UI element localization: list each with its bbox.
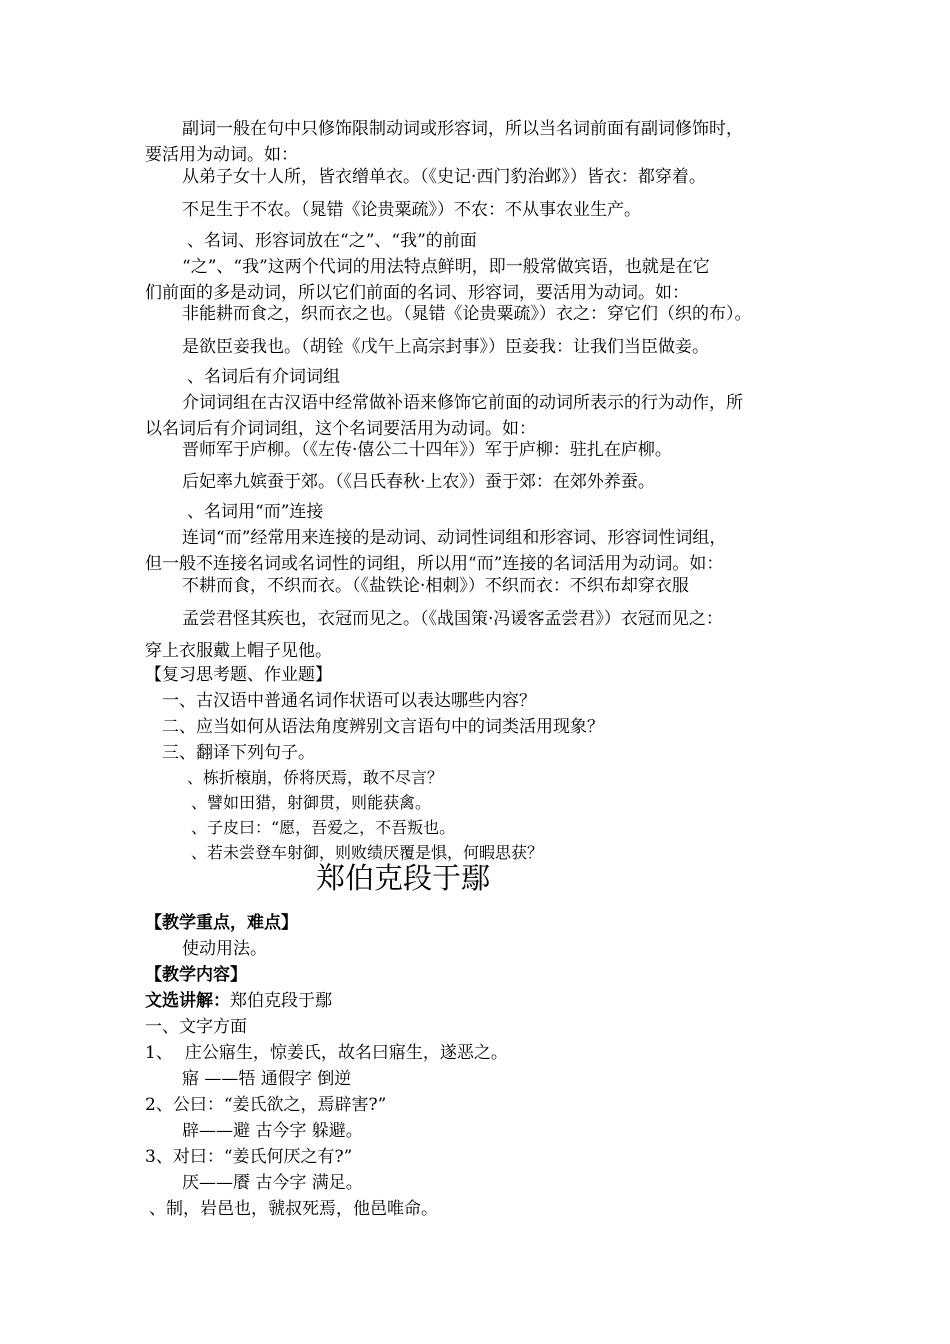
prep-example-2: 后妃率九嫔蚕于郊。（《吕氏春秋·上农》）蚕于郊：在郊外养蚕。 [182,472,655,492]
prep-example-1: 晋师军于庐柳。（《左传·僖公二十四年》）军于庐柳：驻扎在庐柳。 [182,440,672,460]
zhi-wo-intro-line-2: 们前面的多是动词，所以它们前面的名词、形容词，要活用为动词。如： [145,283,689,303]
adverb-intro-line-1: 副词一般在句中只修饰限制动词或形容词，所以当名词前面有副词修饰时， [182,119,743,139]
zhi-wo-example-1-row [145,301,810,327]
zhi-wo-example-2: 是欲臣妾我也。（胡铨《戊午上高宗封事》）臣妾我：让我们当臣做妾。 [182,337,709,357]
translation-sentence-4: 、若未尝登车射御，则败绩厌覆是惧，何暇思获？ [191,843,544,862]
zhi-wo-example-1: 非能耕而食之，织而衣之也。（晁错《论贵粟疏》）衣之：穿它们（织的布）。 [182,304,752,324]
zhi-wo-heading: 、名词、形容词放在“之”、“我”的前面 [187,231,477,251]
translation-sentence-3: 、子皮曰：“愿，吾爱之，不吾叛也。 [191,818,456,837]
adverb-section [145,116,810,168]
review-question-1: 一、古汉语中普通名词作状语可以表达哪些内容？ [162,691,536,711]
zhi-wo-section [145,228,810,306]
prep-intro-line-2: 以名词后有介词词组，这个名词要活用为动词。如： [145,419,536,439]
focus-text: 使动用法。 [182,939,267,959]
item-1-number: 1、 [145,1043,173,1063]
item-4: 、制，岩邑也，虢叔死焉，他邑唯命。 [149,1199,438,1219]
reading-title: 郑伯克段于鄢 [230,991,332,1011]
er-heading: 、名词用“而”连接 [187,502,324,522]
adverb-example-1: 从弟子女十人所，皆衣缯单衣。（《史记·西门豹治邺》）皆衣：都穿着。 [182,167,706,187]
zhi-wo-example-2-row [145,334,810,360]
item-2: 2、公曰：“姜氏欲之，焉辟害?” [145,1095,387,1115]
prep-example-2-row [145,469,810,495]
focus-heading: 【教学重点，难点】 [145,913,298,933]
prep-intro-line-1: 介词词组在古汉语中经常做补语来修饰它前面的动词所表示的行为动作，所 [182,393,743,413]
prep-section [145,364,810,442]
lesson-section [145,910,810,1222]
er-section [145,499,810,577]
er-example-1-row [145,573,810,599]
review-heading: 【复习思考题、作业题】 [145,665,332,685]
prep-heading: 、名词后有介词词组 [187,367,340,387]
item-3: 3、对曰：“姜氏何厌之有?” [145,1147,353,1167]
er-intro-line-1: 连词“而”经常用来连接的是动词、动词性词组和形容词、形容词性词组， [182,528,727,548]
translation-sentence-2: 、譬如田猎，射御贯，则能获禽。 [191,793,432,812]
adverb-intro-line-2: 要活用为动词。如： [145,145,298,165]
reading-label: 文选讲解： [145,991,230,1011]
er-example-2-block [145,606,810,664]
translation-sentences [145,765,810,865]
adverb-example-2-row [145,197,810,223]
item-2-note: 辟——避 古今字 躲避。 [182,1121,363,1141]
review-section [145,662,810,766]
prep-example-1-row [145,437,810,463]
reading-line [145,988,810,1014]
item-1 [145,1040,810,1066]
er-example-2-line-1: 孟尝君怪其疾也，衣冠而见之。（《战国策·冯谖客孟尝君》）衣冠而见之： [182,609,723,629]
content-heading: 【教学内容】 [145,965,247,985]
adverb-example-2: 不足生于不农。（晁错《论贵粟疏》）不农：不从事农业生产。 [182,200,641,220]
adverb-example-1-row [145,164,810,190]
er-example-2-line-2: 穿上衣服戴上帽子见他。 [145,641,332,661]
lesson-title: 郑伯克段于鄢 [316,861,491,895]
er-intro-line-2: 但一般不连接名词或名词性的词组，所以用“而”连接的名词活用为动词。如： [145,554,724,574]
part-1-heading: 一、文字方面 [145,1017,247,1037]
translation-sentence-1: 、栋折榱崩，侨将厌焉，敢不尽言？ [187,768,444,787]
er-example-1: 不耕而食，不织而衣。（《盐铁论·相刺》）不织而衣：不织布却穿衣服 [182,576,689,596]
item-1-text: 庄公寤生，惊姜氏，故名曰寤生，遂恶之。 [184,1043,508,1063]
item-3-note: 厌——餍 古今字 满足。 [182,1173,363,1193]
review-question-3: 三、翻译下列句子。 [162,743,315,763]
item-1-note: 寤 ——牾 通假字 倒逆 [182,1069,352,1089]
zhi-wo-intro-line-1: “之”、“我”这两个代词的用法特点鲜明，即一般常做宾语，也就是在它 [182,257,710,277]
review-question-2: 二、应当如何从语法角度辨别文言语句中的词类活用现象？ [162,717,604,737]
